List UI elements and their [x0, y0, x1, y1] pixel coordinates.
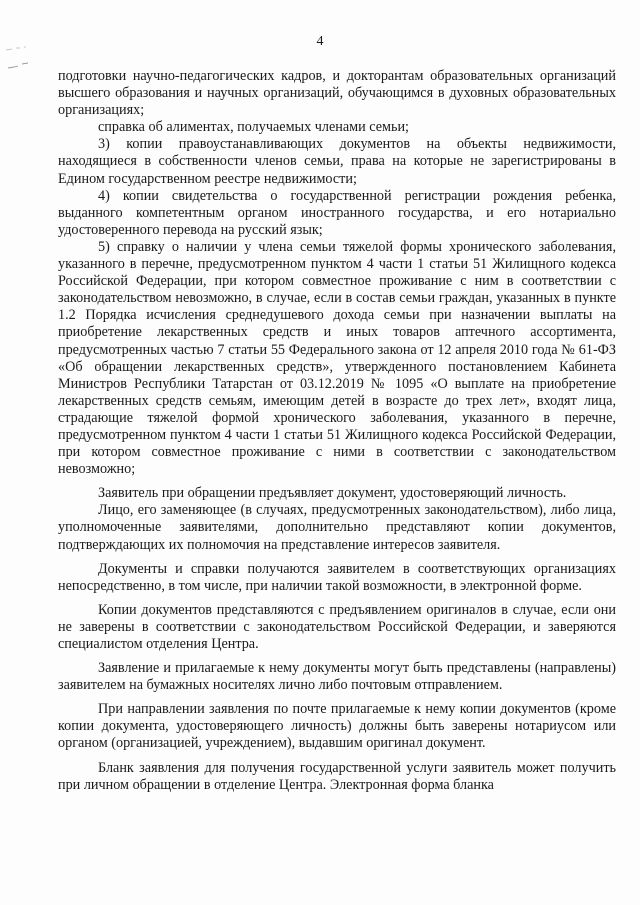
paragraph-continuation: подготовки научно-педагогических кадров, и докторантам образовательных организаций высшего образования и научных организаций, обучающимся в духовных образовательных организациях; — [58, 68, 616, 119]
paragraph-submission-methods: Заявление и прилагаемые к нему документы могут быть представлены (направлены) заявителем на бумажных носителях лично либо почтовым отправлением. — [58, 660, 616, 694]
paragraph-identity-document: Заявитель при обращении предъявляет документ, удостоверяющий личность. — [98, 485, 567, 502]
paragraph-item-3: 3) копии правоустанавливающих документов на объекты недвижимости, находящиеся в собственности членов семьи, права на которые не зарегистрированы в Едином государственном реестре недвижимости; — [58, 136, 616, 187]
paragraph-authorized-persons: Лицо, его заменяющее (в случаях, предусмотренных законодательством), либо лица, уполномоченные заявителями, дополнительно представляют копии документов, подтверждающих их полномочия на представление интересов заявителя. — [58, 502, 616, 553]
document-body — [58, 68, 616, 794]
paragraph-documents-obtained: Документы и справки получаются заявителем в соответствующих организациях непосредственно, в том числе, при наличии такой возможности, в электронной форме. — [58, 560, 616, 594]
paragraph-document-copies: Копии документов представляются с предъявлением оригиналов в случае, если они не заверены в соответствии с законодательством Российской Федерации, и заверяются специалистом отделения Центра. — [58, 601, 616, 652]
paragraph-item-5: 5) справку о наличии у члена семьи тяжелой формы хронического заболевания, указанного в перечне, предусмотренном пунктом 4 части 1 статьи 51 Жилищного кодекса Российской Федерации, при котором совместное проживание с ним в соответствии с законодательством невозможно, в случае, если в состав семьи граждан, указанных в пункте 1.2 Порядка исчисления среднедушевого дохода семьи при назначении выплаты на приобретение лекарственных средств и иных товаров аптечного ассортимента, предусмотренных частью 7 статьи 55 Федерального закона от 12 апреля 2010 года № 61-ФЗ «Об обращении лекарственных средств», утвержденного постановлением Кабинета Министров Республики Татарстан от 03.12.2019 № 1095 «О выплате на приобретение лекарственных средств семьям, имеющим детей в возрасте до трех лет», входят лица, страдающие тяжелой формой хронического заболевания, указанного в перечне, предусмотренном пунктом 4 части 1 статьи 51 Жилищного кодекса Российской Федерации, при котором совместное проживание с ними в соответствии с законодательством невозможно; — [58, 238, 616, 478]
page-number: 4 — [316, 34, 324, 49]
paragraph-postal-submission: При направлении заявления по почте прилагаемые к нему копии документов (кроме копии документа, удостоверяющего личность) должны быть заверены нотариусом или органом (организацией, учреждением), выдавшим оригинал документ. — [58, 701, 616, 752]
paragraph-application-form: Бланк заявления для получения государственной услуги заявитель может получить при личном обращении в отделение Центра. Электронная форма бланка — [58, 759, 616, 793]
paragraph-alimony-certificate: справка об алиментах, получаемых членами семьи; — [98, 119, 410, 136]
paragraph-item-4: 4) копии свидетельства о государственной регистрации рождения ребенка, выданного компетентным органом иностранного государства, и его нотариально удостоверенного перевода на русский язык; — [58, 187, 616, 238]
